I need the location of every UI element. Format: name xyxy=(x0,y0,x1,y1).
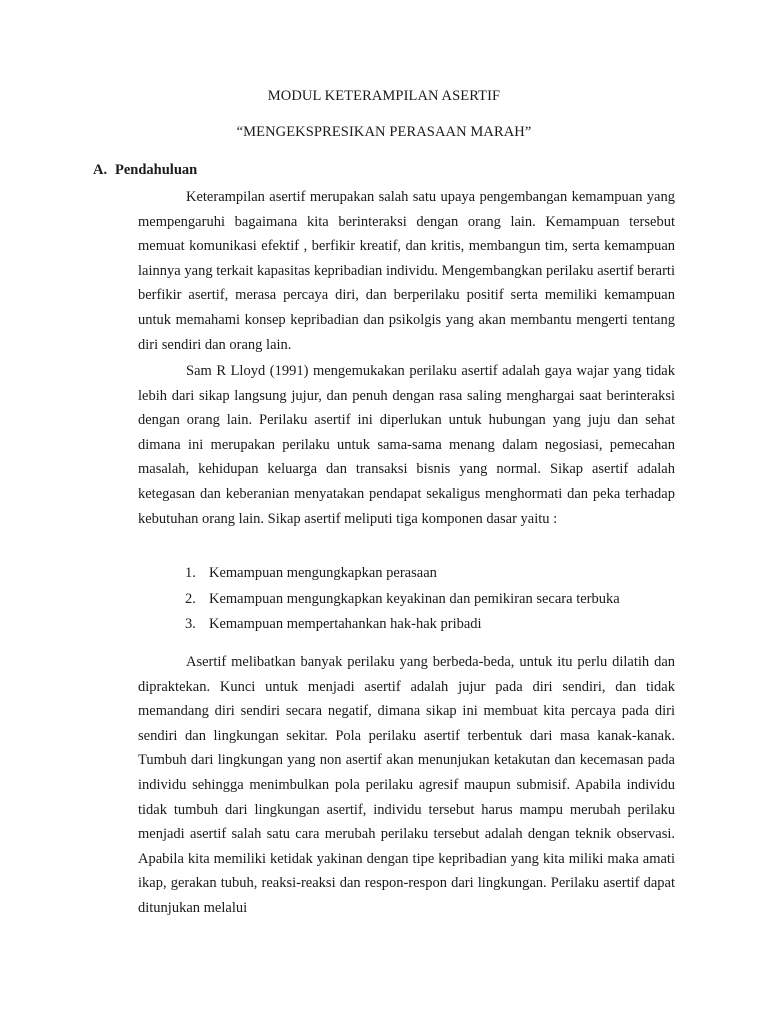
list-item xyxy=(185,587,620,613)
paragraph-text: Keterampilan asertif merupakan salah satu upaya pengembangan kemampuan yang mempengaruhi bagaimana kita berinteraksi dengan orang lain. Kemampuan tersebut memuat komunikasi efektif , berfikir kreatif, dan kritis, membangun tim, serta kemampuan lainnya yang terkait kapasitas kepribadian individu. Mengembangkan perilaku asertif berarti berfikir asertif, merasa percaya diri, dan berperilaku positif serta memiliki kemampuan untuk memahami konsep kepribadian dan psikolgis yang akan membantu mengerti tentang diri sendiri dan orang lain. xyxy=(138,189,675,353)
paragraph-1 xyxy=(138,185,675,357)
paragraph-text: Asertif melibatkan banyak perilaku yang berbeda-beda, untuk itu perlu dilatih dan dipraktekan. Kunci untuk menjadi asertif adalah jujur pada diri sendiri, dan tidak memandang diri sendiri secara negatif, dimana sikap ini membuat kita percaya pada diri sendiri dan lingkungan sekitar. Pola perilaku asertif terbentuk dari masa kanak-kanak. Tumbuh dari lingkungan yang non asertif akan menunjukan ketakutan dan kecemasan pada individu sehingga menimbulkan pola perilaku agresif maupun submisif. Apabila individu tidak tumbuh dari lingkungan asertif, individu tersebut harus mampu merubah perilaku menjadi asertif salah satu cara merubah perilaku tersebut adalah dengan teknik observasi. Apabila kita memiliki ketidak yakinan dengan tipe kepribadian yang kita miliki maka amati ikap, gerakan tubuh, reaksi-reaksi dan respon-respon dari lingkungan. Perilaku asertif dapat ditunjukan melalui xyxy=(138,654,675,916)
list-item-text: Kemampuan mengungkapkan keyakinan dan pemikiran secara terbuka xyxy=(209,590,620,607)
list-item-text: Kemampuan mempertahankan hak-hak pribadi xyxy=(209,616,482,632)
paragraph-2 xyxy=(138,359,675,531)
document-title: MODUL KETERAMPILAN ASERTIF xyxy=(267,88,501,104)
section-title: Pendahuluan xyxy=(115,162,198,178)
document-subtitle: “MENGEKSPRESIKAN PERASAAN MARAH” xyxy=(236,124,532,140)
paragraph-text: Sam R Lloyd (1991) mengemukakan perilaku asertif adalah gaya wajar yang tidak lebih dari sikap langsung jujur, dan penuh dengan rasa saling menghargai saat berinteraksi dengan orang lain. Perilaku asertif ini diperlukan untuk hubungan yang juju dan sehat dimana ini merupakan perilaku untuk sama-sama menang dalam negosiasi, pemecahan masalah, kehidupan keluarga dan transaksi bisnis yang normal. Sikap asertif adalah ketegasan dan keberanian menyatakan pendapat sekaligus menghormati dan peka terhadap kebutuhan orang lain. Sikap asertif meliputi tiga komponen dasar yaitu : xyxy=(138,363,675,527)
list-item-text: Kemampuan mengungkapkan perasaan xyxy=(209,565,437,581)
list-item-number: 1. xyxy=(185,565,196,581)
list-item-number: 2. xyxy=(185,590,196,607)
list-item-number: 3. xyxy=(185,616,196,632)
list-item xyxy=(185,561,620,587)
paragraph-3 xyxy=(138,650,675,921)
list-item xyxy=(185,612,620,638)
component-list xyxy=(185,561,620,638)
section-number: A. xyxy=(93,162,108,178)
section-heading xyxy=(93,162,197,179)
